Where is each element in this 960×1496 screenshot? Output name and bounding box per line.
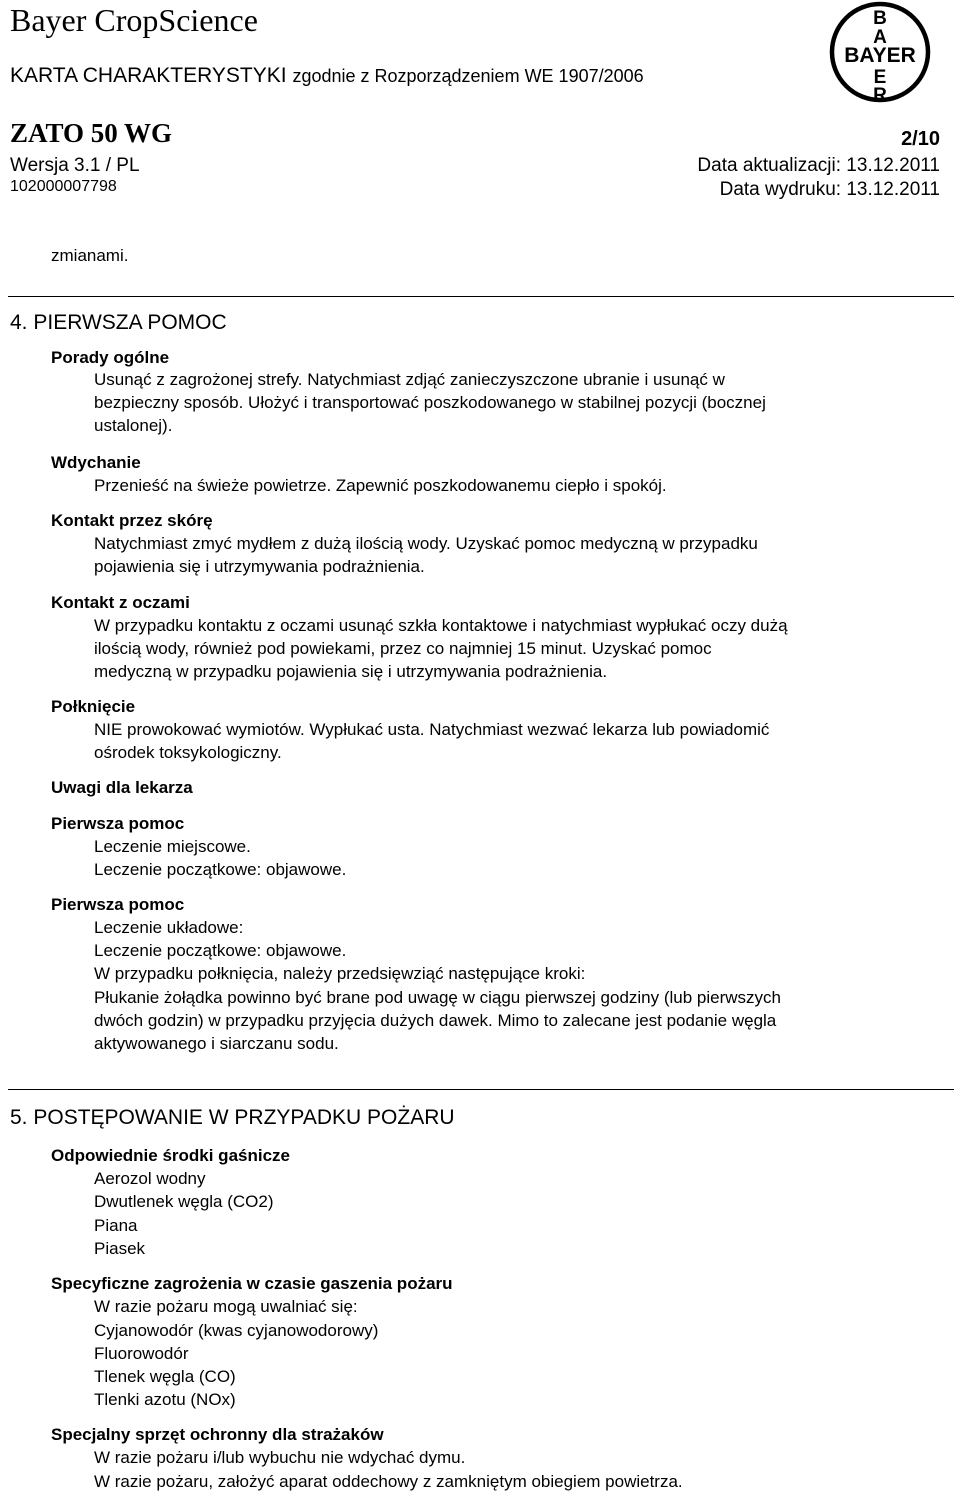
inhalation-line: Przenieść na świeże powietrze. Zapewnić poszkodowanemu ciepło i spokój.: [94, 476, 667, 495]
protective-equipment-line: W razie pożaru, założyć aparat oddechowy z zamkniętym obiegiem powietrza.: [94, 1472, 683, 1491]
document-code: 102000007798: [10, 178, 117, 195]
first-aid-line: Leczenie początkowe: objawowe.: [94, 941, 347, 960]
section-divider: [8, 1089, 954, 1090]
protective-equipment-line: W razie pożaru i/lub wybuchu nie wdychać dymu.: [94, 1448, 466, 1467]
doctor-notes-heading: Uwagi dla lekarza: [51, 778, 193, 797]
company-name: Bayer CropScience: [10, 2, 258, 38]
extinguishing-media-item: Dwutlenek węgla (CO2): [94, 1192, 274, 1211]
ingestion-heading: Połknięcie: [51, 697, 136, 716]
fire-hazards-line: Tlenki azotu (NOx): [94, 1390, 236, 1409]
print-date: Data wydruku: 13.12.2011: [719, 179, 940, 200]
update-date: Data aktualizacji: 13.12.2011: [697, 155, 940, 176]
extinguishing-media-item: Piasek: [94, 1239, 146, 1258]
first-aid-line: W przypadku połknięcia, należy przedsięwziąć następujące kroki:: [94, 964, 586, 983]
general-advice-line: Usunąć z zagrożonej strefy. Natychmiast zdjąć zanieczyszczone ubranie i usunąć w: [94, 370, 725, 389]
general-advice-line: bezpieczny sposób. Ułożyć i transportować poszkodowanego w stabilnej pozycji (bocznej: [94, 393, 766, 412]
fire-hazards-heading: Specyficzne zagrożenia w czasie gaszenia pożaru: [51, 1274, 453, 1293]
logo-letter-r-bottom: R: [873, 85, 887, 104]
first-aid-heading: Pierwsza pomoc: [51, 814, 185, 833]
logo-letter-b-top: B: [873, 8, 887, 29]
page-number: 2/10: [901, 128, 940, 150]
document-type: [10, 64, 644, 88]
eye-contact-line: ilością wody, również pod powiekami, przez co najmniej 15 minut. Uzyskać pomoc: [94, 639, 712, 658]
first-aid-line: aktywowanego i siarczanu sodu.: [94, 1034, 339, 1053]
bayer-cross-logo: [828, 0, 932, 104]
fire-hazards-line: Tlenek węgla (CO): [94, 1367, 236, 1386]
product-name: ZATO 50 WG: [10, 118, 173, 148]
fire-hazards-line: Cyjanowodór (kwas cyjanowodorowy): [94, 1321, 379, 1340]
continued-text: zmianami.: [51, 246, 129, 265]
logo-letter-a-top: A: [873, 27, 887, 48]
fire-hazards-line: W razie pożaru mogą uwalniać się:: [94, 1297, 358, 1316]
general-advice-line: ustalonej).: [94, 416, 173, 435]
logo-letter-e-bottom: E: [873, 67, 887, 88]
protective-equipment-heading: Specjalny sprzęt ochronny dla strażaków: [51, 1425, 384, 1444]
skin-contact-line: Natychmiast zmyć mydłem z dużą ilością wody. Uzyskać pomoc medyczną w przypadku: [94, 534, 758, 553]
section-4-title: 4. PIERWSZA POMOC: [10, 311, 227, 334]
eye-contact-line: W przypadku kontaktu z oczami usunąć szkła kontaktowe i natychmiast wypłukać oczy dużą: [94, 616, 788, 635]
skin-contact-line: pojawienia się i utrzymywania podrażnienia.: [94, 557, 425, 576]
section-divider: [8, 296, 954, 297]
ingestion-line: ośrodek toksykologiczny.: [94, 743, 282, 762]
first-aid-line: Leczenie początkowe: objawowe.: [94, 860, 347, 879]
general-advice-heading: Porady ogólne: [51, 348, 170, 367]
eye-contact-line: medyczną w przypadku pojawienia się i utrzymywania podrażnienia.: [94, 662, 608, 681]
extinguishing-media-item: Piana: [94, 1216, 138, 1235]
logo-horizontal-word: BAYER: [844, 44, 916, 67]
skin-contact-heading: Kontakt przez skórę: [51, 511, 213, 530]
ingestion-line: NIE prowokować wymiotów. Wypłukać usta. Natychmiast wezwać lekarza lub powiadomić: [94, 720, 770, 739]
first-aid-heading: Pierwsza pomoc: [51, 895, 185, 914]
first-aid-line: Płukanie żołądka powinno być brane pod uwagę w ciągu pierwszej godziny (lub pierwszych: [94, 988, 781, 1007]
fire-hazards-line: Fluorowodór: [94, 1344, 189, 1363]
first-aid-line: Leczenie miejscowe.: [94, 837, 251, 856]
eye-contact-heading: Kontakt z oczami: [51, 593, 190, 612]
version-label: Wersja 3.1 / PL: [10, 155, 140, 176]
extinguishing-media-heading: Odpowiednie środki gaśnicze: [51, 1146, 290, 1165]
extinguishing-media-item: Aerozol wodny: [94, 1169, 206, 1188]
first-aid-line: dwóch godzin) w przypadku przyjęcia dużych dawek. Mimo to zalecane jest podanie węgla: [94, 1011, 777, 1030]
regulation-note: zgodnie z Rozporządzeniem WE 1907/2006: [292, 66, 644, 86]
section-5-title: 5. POSTĘPOWANIE W PRZYPADKU POŻARU: [10, 1106, 455, 1129]
first-aid-line: Leczenie układowe:: [94, 918, 244, 937]
document-title: KARTA CHARAKTERYSTYKI: [10, 64, 287, 87]
inhalation-heading: Wdychanie: [51, 453, 141, 472]
